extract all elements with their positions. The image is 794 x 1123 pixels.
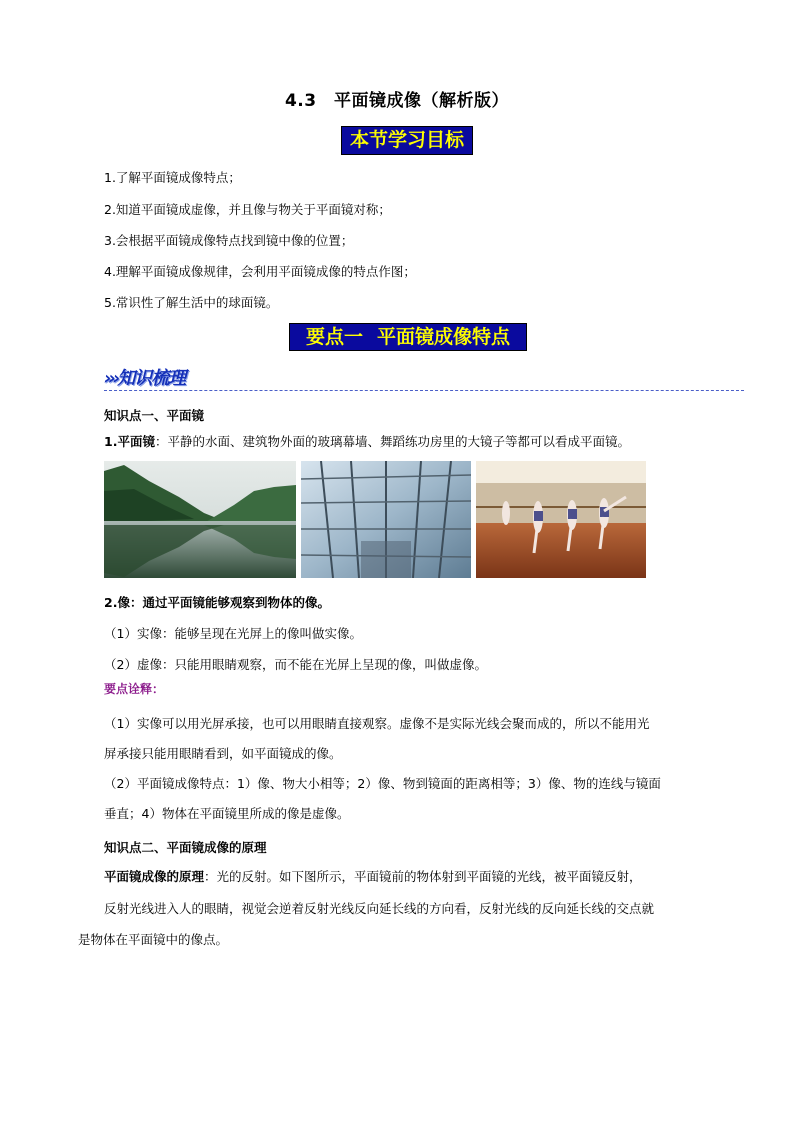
objective-4: 4.理解平面镜成像规律，会利用平面镜成像的特点作图； (104, 264, 416, 279)
note-p1-line1: （1）实像可以用光屏承接，也可以用眼睛直接观察。虚像不是实际光线会聚而成的，所以不能用光 (104, 716, 650, 731)
note-p1-line2: 屏承接只能用眼睛看到，如平面镜成的像。 (104, 746, 342, 761)
real-image-def: （1）实像：能够呈现在光屏上的像叫做实像。 (104, 626, 362, 641)
objective-3: 3.会根据平面镜成像特点找到镜中像的位置； (104, 233, 354, 248)
kp2-line1 (104, 867, 642, 885)
note-p2-line2: 垂直；4）物体在平面镜里所成的像是虚像。 (104, 806, 350, 821)
dance-studio-photo (476, 461, 646, 578)
virtual-image-def: （2）虚像：只能用眼睛观察，而不能在光屏上呈现的像，叫做虚像。 (104, 657, 487, 672)
banner-part-1: 要点一 (305, 326, 363, 348)
kp2-term: 平面镜成像的原理 (104, 869, 205, 884)
section-banner-objectives: 本节学习目标 (341, 126, 473, 155)
divider (104, 390, 744, 391)
objective-2: 2.知道平面镜成虚像，并且像与物关于平面镜对称； (104, 202, 391, 217)
kp1-item1-text: ：平静的水面、建筑物外面的玻璃幕墙、舞蹈练功房里的大镜子等都可以看成平面镜。 (154, 434, 630, 449)
knowledge-header (104, 364, 185, 390)
kp2-line1-rest: ：光的反射。如下图所示，平面镜前的物体射到平面镜的光线，被平面镜反射， (204, 869, 642, 884)
knowledge-header-text: 知识梳理 (117, 368, 186, 389)
kp2-line2: 反射光线进入人的眼睛，视觉会逆着反射光线反向延长线的方向看，反射光线的反向延长线的交点就 (104, 901, 655, 916)
objective-1: 1.了解平面镜成像特点； (104, 170, 241, 185)
kp2-heading: 知识点二、平面镜成像的原理 (104, 840, 267, 855)
kp1-heading: 知识点一、平面镜 (104, 408, 205, 423)
note-p2-line1: （2）平面镜成像特点：1）像、物大小相等；2）像、物到镜面的距离相等；3）像、物的连线与镜面 (104, 776, 661, 791)
kp1-item1-term: 1.平面镜 (104, 434, 155, 449)
banner-part-2: 平面镜成像特点 (377, 326, 511, 348)
objective-5: 5.常识性了解生活中的球面镜。 (104, 295, 279, 310)
kp2-line3: 是物体在平面镜中的像点。 (78, 932, 229, 947)
knowledge-header-arrows-icon: ››› (104, 368, 118, 389)
glass-wall-photo (301, 461, 471, 578)
kp1-item2: 2.像：通过平面镜能够观察到物体的像。 (104, 595, 330, 610)
note-title: 要点诠释： (104, 682, 165, 696)
section-banner-point-one (289, 323, 527, 351)
lake-photo (104, 461, 296, 578)
kp1-item1 (104, 432, 630, 450)
page-title: 4.3 平面镜成像（解析版） (284, 91, 510, 111)
